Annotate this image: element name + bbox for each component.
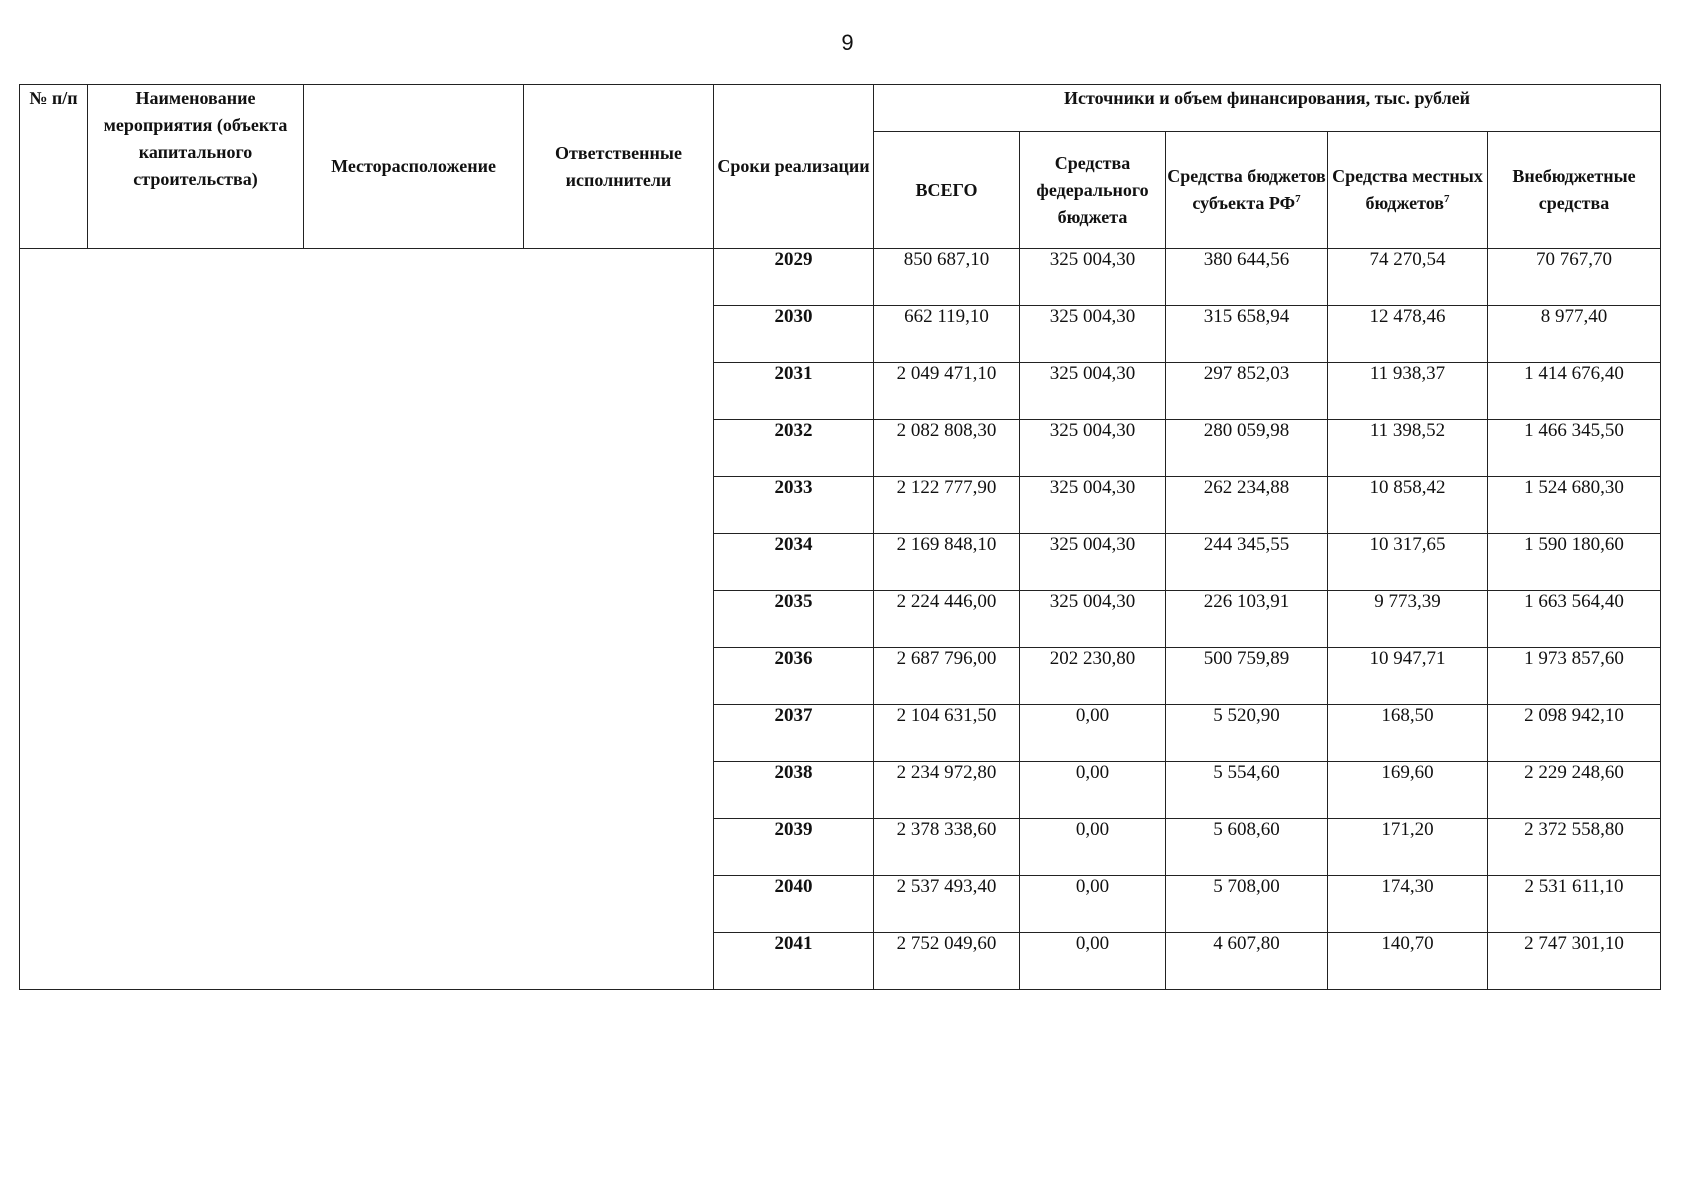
local-cell: 174,30 (1328, 876, 1488, 933)
total-cell: 2 234 972,80 (874, 762, 1020, 819)
total-cell: 2 169 848,10 (874, 534, 1020, 591)
total-cell: 2 537 493,40 (874, 876, 1020, 933)
total-cell: 2 104 631,50 (874, 705, 1020, 762)
header-location: Месторасположение (304, 85, 524, 249)
header-regional-label: Средства бюджетов субъекта РФ (1167, 166, 1326, 213)
local-cell: 74 270,54 (1328, 249, 1488, 306)
regional-cell: 5 554,60 (1166, 762, 1328, 819)
header-terms: Сроки реализации (714, 85, 874, 249)
extra-cell: 2 372 558,80 (1488, 819, 1661, 876)
header-total: ВСЕГО (874, 132, 1020, 249)
year-cell: 2035 (714, 591, 874, 648)
header-local (1328, 132, 1488, 249)
regional-cell: 380 644,56 (1166, 249, 1328, 306)
federal-cell: 325 004,30 (1020, 420, 1166, 477)
local-cell: 9 773,39 (1328, 591, 1488, 648)
local-cell: 169,60 (1328, 762, 1488, 819)
federal-cell: 0,00 (1020, 705, 1166, 762)
year-cell: 2039 (714, 819, 874, 876)
regional-cell: 226 103,91 (1166, 591, 1328, 648)
federal-cell: 325 004,30 (1020, 477, 1166, 534)
extra-cell: 2 531 611,10 (1488, 876, 1661, 933)
year-cell: 2030 (714, 306, 874, 363)
header-extra: Внебюджетные средства (1488, 132, 1661, 249)
year-cell: 2040 (714, 876, 874, 933)
local-cell: 171,20 (1328, 819, 1488, 876)
regional-cell: 5 708,00 (1166, 876, 1328, 933)
federal-cell: 325 004,30 (1020, 591, 1166, 648)
header-local-footnote: 7 (1444, 193, 1450, 205)
total-cell: 2 378 338,60 (874, 819, 1020, 876)
header-executors: Ответственные исполнители (524, 85, 714, 249)
total-cell: 850 687,10 (874, 249, 1020, 306)
local-cell: 168,50 (1328, 705, 1488, 762)
local-cell: 140,70 (1328, 933, 1488, 990)
extra-cell: 2 747 301,10 (1488, 933, 1661, 990)
header-regional (1166, 132, 1328, 249)
extra-cell: 1 466 345,50 (1488, 420, 1661, 477)
federal-cell: 0,00 (1020, 876, 1166, 933)
federal-cell: 0,00 (1020, 933, 1166, 990)
federal-cell: 0,00 (1020, 762, 1166, 819)
regional-cell: 315 658,94 (1166, 306, 1328, 363)
header-federal: Средства федерального бюджета (1020, 132, 1166, 249)
year-cell: 2034 (714, 534, 874, 591)
header-local-label: Средства местных бюджетов (1332, 166, 1483, 213)
regional-cell: 280 059,98 (1166, 420, 1328, 477)
total-cell: 2 224 446,00 (874, 591, 1020, 648)
federal-cell: 0,00 (1020, 819, 1166, 876)
total-cell: 2 082 808,30 (874, 420, 1020, 477)
year-cell: 2033 (714, 477, 874, 534)
year-cell: 2031 (714, 363, 874, 420)
extra-cell: 1 973 857,60 (1488, 648, 1661, 705)
regional-cell: 500 759,89 (1166, 648, 1328, 705)
regional-cell: 244 345,55 (1166, 534, 1328, 591)
header-row-top (20, 85, 1661, 132)
total-cell: 662 119,10 (874, 306, 1020, 363)
regional-cell: 262 234,88 (1166, 477, 1328, 534)
local-cell: 10 858,42 (1328, 477, 1488, 534)
year-cell: 2036 (714, 648, 874, 705)
merged-empty-cell (20, 249, 714, 990)
extra-cell: 1 590 180,60 (1488, 534, 1661, 591)
total-cell: 2 049 471,10 (874, 363, 1020, 420)
extra-cell: 2 229 248,60 (1488, 762, 1661, 819)
local-cell: 10 317,65 (1328, 534, 1488, 591)
financing-table (19, 84, 1661, 990)
local-cell: 11 398,52 (1328, 420, 1488, 477)
federal-cell: 325 004,30 (1020, 249, 1166, 306)
year-cell: 2032 (714, 420, 874, 477)
regional-cell: 5 608,60 (1166, 819, 1328, 876)
year-cell: 2038 (714, 762, 874, 819)
table-body (20, 249, 1661, 990)
extra-cell: 2 098 942,10 (1488, 705, 1661, 762)
header-name: Наименование мероприятия (объекта капитального строительства) (88, 85, 304, 249)
year-cell: 2029 (714, 249, 874, 306)
local-cell: 11 938,37 (1328, 363, 1488, 420)
total-cell: 2 122 777,90 (874, 477, 1020, 534)
extra-cell: 1 414 676,40 (1488, 363, 1661, 420)
regional-cell: 297 852,03 (1166, 363, 1328, 420)
local-cell: 10 947,71 (1328, 648, 1488, 705)
extra-cell: 8 977,40 (1488, 306, 1661, 363)
header-regional-footnote: 7 (1295, 193, 1301, 205)
total-cell: 2 752 049,60 (874, 933, 1020, 990)
federal-cell: 325 004,30 (1020, 534, 1166, 591)
extra-cell: 1 663 564,40 (1488, 591, 1661, 648)
header-num: № п/п (20, 85, 88, 249)
extra-cell: 70 767,70 (1488, 249, 1661, 306)
year-cell: 2041 (714, 933, 874, 990)
extra-cell: 1 524 680,30 (1488, 477, 1661, 534)
table-row (20, 249, 1661, 306)
federal-cell: 325 004,30 (1020, 306, 1166, 363)
page-number: 9 (841, 30, 854, 55)
regional-cell: 5 520,90 (1166, 705, 1328, 762)
federal-cell: 325 004,30 (1020, 363, 1166, 420)
regional-cell: 4 607,80 (1166, 933, 1328, 990)
header-funding-group: Источники и объем финансирования, тыс. рублей (874, 85, 1661, 132)
total-cell: 2 687 796,00 (874, 648, 1020, 705)
year-cell: 2037 (714, 705, 874, 762)
local-cell: 12 478,46 (1328, 306, 1488, 363)
federal-cell: 202 230,80 (1020, 648, 1166, 705)
